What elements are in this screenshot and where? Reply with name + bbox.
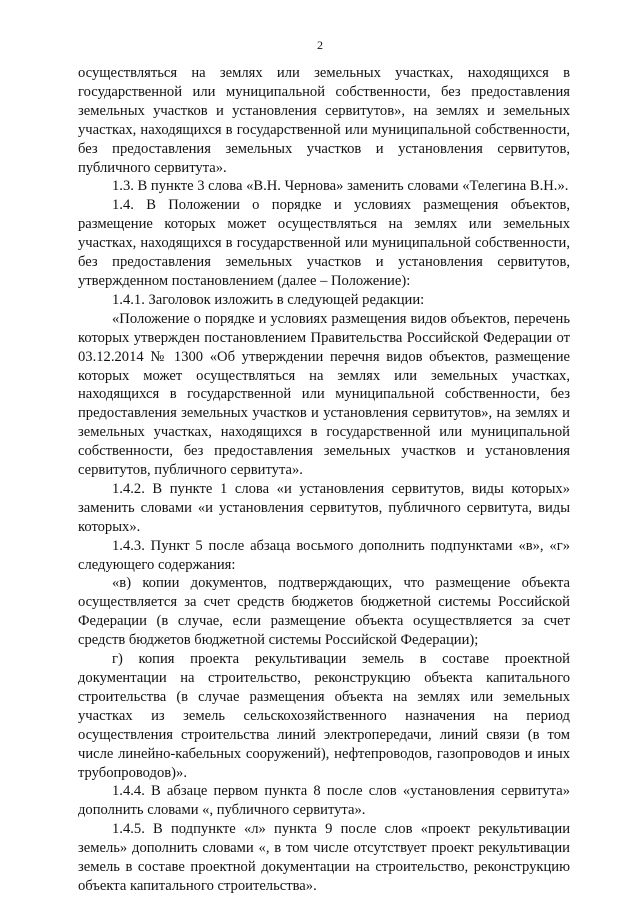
paragraph-1-4-1: 1.4.1. Заголовок изложить в следующей редакции: — [112, 291, 425, 308]
paragraph-1-4-3: 1.4.3. Пункт 5 после абзаца восьмого дополнить подпунктами «в», «г» следующего содержания: — [78, 537, 570, 573]
paragraph-1-3: 1.3. В пункте 3 слова «В.Н. Чернова» заменить словами «Телегина В.Н.». — [112, 178, 569, 195]
paragraph-1-4-5: 1.4.5. В подпункте «л» пункта 9 после слов «проект рекультивации земель» дополнить словами «, в том числе отсутствует проект рекультивации земель в составе проектной документации на строительство, реконструкцию объекта капитального строительства». — [78, 821, 570, 894]
paragraph-title-text: «Положение о порядке и условиях размещения видов объектов, перечень которых утвержден постановлением Правительства Российской Федерации от 03.12.2014 № 1300 «Об утверждении перечня видов объектов, размещение которых может осуществляться на землях или земельных участках, находящихся в государственной или муниципальной собственности, без предоставления земельных участков и установления сервитутов», на землях и земельных участках, находящихся в государственной или муниципальной собственности, без предоставления земельных участков и установления сервитутов, публичного сервитута». — [78, 310, 570, 479]
paragraph-1-4-4: 1.4.4. В абзаце первом пункта 8 после слов «установления сервитута» дополнить словами «, публичного сервитута». — [78, 783, 570, 819]
paragraph-subitem-v: «в) копии документов, подтверждающих, что размещение объекта осуществляется за счет средств бюджетов бюджетной системы Российской Федерации (в случае, если размещение объекта осуществляется за счет средств бюджетов бюджетной системы Российской Федерации); — [78, 575, 570, 649]
paragraph-1-4: 1.4. В Положении о порядке и условиях размещения объектов, размещение которых может осуществляться на землях или земельных участках, находящихся в государственной или муниципальной собственности, без предоставления земельных участков и установления сервитутов, утвержденном постановлением (далее – Положение): — [78, 197, 570, 289]
paragraph-1-4-2: 1.4.2. В пункте 1 слова «и установления сервитутов, виды которых» заменить словами «и установления сервитутов, публичного сервитута, виды которых». — [78, 480, 570, 535]
paragraph-subitem-g: г) копия проекта рекультивации земель в составе проектной документации на строительство, реконструкцию объекта капитального строительства (в случае размещения объекта на землях или земельных участках из земель сельскохозяйственного назначения на период осуществления строительства линий электропередачи, линий связи (в том числе линейно-кабельных сооружений), нефтепроводов, газопроводов и иных трубопроводов)». — [78, 651, 570, 781]
page-number: 2 — [317, 38, 323, 52]
paragraph-continuation: осуществляться на землях или земельных участках, находящихся в государственной или муниципальной собственности, без предоставления земельных участков и установления сервитутов», на землях и земельных участках, находящихся в государственной или муниципальной собственности, без предоставления земельных участков и установления сервитутов, публичного сервитута». — [78, 65, 570, 176]
document-body — [78, 64, 570, 896]
